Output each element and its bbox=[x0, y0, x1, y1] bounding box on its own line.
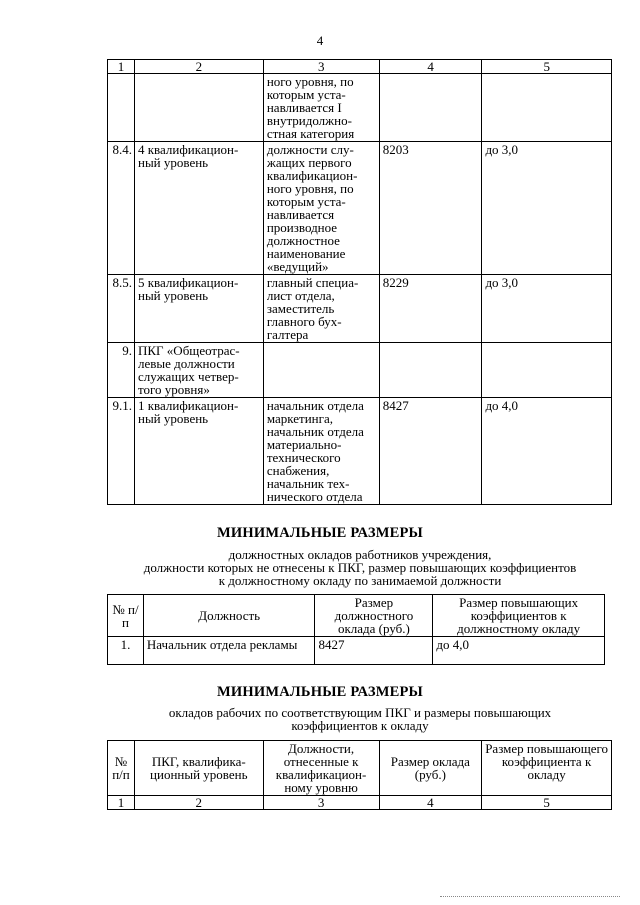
coefficient-cell bbox=[482, 343, 612, 398]
column-number: 1 bbox=[108, 60, 135, 74]
column-number: 5 bbox=[482, 60, 612, 74]
row-number: 1. bbox=[108, 637, 144, 665]
salary-cell: 8203 bbox=[379, 142, 482, 275]
table-row bbox=[108, 398, 612, 505]
position-cell: Начальник отдела рекламы bbox=[143, 637, 315, 665]
section-subtitle-line: должности которых не отнесены к ПКГ, размер повышающих коэффициентов bbox=[143, 560, 577, 575]
footer-divider bbox=[440, 896, 620, 897]
positions-cell: главный специа-лист отдела, заместитель главного бух-галтера bbox=[263, 275, 379, 343]
header-salary: Размер оклада (руб.) bbox=[379, 741, 482, 796]
table-row bbox=[108, 142, 612, 275]
header-coefficient: Размер повышающих коэффициентов к должностному окладу bbox=[433, 595, 605, 637]
coefficient-cell: до 4,0 bbox=[482, 398, 612, 505]
column-number: 1 bbox=[108, 796, 135, 810]
header-salary: Размер должностного оклада (руб.) bbox=[315, 595, 433, 637]
table-row bbox=[108, 637, 605, 665]
table-column-numbers bbox=[108, 796, 612, 810]
row-number: 9. bbox=[108, 343, 135, 398]
header-positions: Должности, отнесенные к квалификацион-ному уровню bbox=[263, 741, 379, 796]
salary-table-continued bbox=[107, 59, 612, 505]
positions-cell bbox=[263, 343, 379, 398]
column-number: 4 bbox=[379, 796, 482, 810]
salary-table-other-positions bbox=[107, 594, 605, 665]
positions-cell: ного уровня, по которым уста-навливается I внутридолжно-стная категория bbox=[263, 74, 379, 142]
column-number: 3 bbox=[263, 60, 379, 74]
salary-cell: 8229 bbox=[379, 275, 482, 343]
salary-cell: 8427 bbox=[315, 637, 433, 665]
section-subtitle-line: окладов рабочих по соответствующим ПКГ и размеры повышающих bbox=[168, 705, 552, 720]
row-number: 9.1. bbox=[108, 398, 135, 505]
header-number: № п/п bbox=[108, 741, 135, 796]
salary-cell bbox=[379, 343, 482, 398]
row-number: 8.4. bbox=[108, 142, 135, 275]
section-heading: МИНИМАЛЬНЫЕ РАЗМЕРЫ bbox=[217, 684, 423, 700]
salary-table-workers bbox=[107, 740, 612, 810]
coefficient-cell: до 3,0 bbox=[482, 142, 612, 275]
salary-cell bbox=[379, 74, 482, 142]
table-header-row bbox=[108, 741, 612, 796]
section-subtitle-line: коэффициентов к окладу bbox=[291, 718, 429, 733]
coefficient-cell: до 4,0 bbox=[433, 637, 605, 665]
column-number: 5 bbox=[482, 796, 612, 810]
column-number: 3 bbox=[263, 796, 379, 810]
qualification-group: 5 квалификацион-ный уровень bbox=[134, 275, 263, 343]
page-number: 4 bbox=[316, 33, 324, 48]
header-group: ПКГ, квалифика-ционный уровень bbox=[134, 741, 263, 796]
coefficient-cell bbox=[482, 74, 612, 142]
header-position: Должность bbox=[143, 595, 315, 637]
table-column-numbers bbox=[108, 60, 612, 74]
table-row bbox=[108, 275, 612, 343]
table-row bbox=[108, 74, 612, 142]
qualification-group: ПКГ «Общеотрас-левые должности служащих четвер-того уровня» bbox=[134, 343, 263, 398]
table-row bbox=[108, 343, 612, 398]
row-number bbox=[108, 74, 135, 142]
qualification-group: 1 квалификацион-ный уровень bbox=[134, 398, 263, 505]
salary-cell: 8427 bbox=[379, 398, 482, 505]
section-subtitle-line: должностных окладов работников учреждения, bbox=[228, 547, 492, 562]
row-number: 8.5. bbox=[108, 275, 135, 343]
qualification-group: 4 квалификацион-ный уровень bbox=[134, 142, 263, 275]
column-number: 2 bbox=[134, 60, 263, 74]
section-heading: МИНИМАЛЬНЫЕ РАЗМЕРЫ bbox=[217, 525, 423, 541]
header-coefficient: Размер повышающего коэффициента к окладу bbox=[482, 741, 612, 796]
header-number: № п/п bbox=[108, 595, 144, 637]
qualification-group bbox=[134, 74, 263, 142]
column-number: 2 bbox=[134, 796, 263, 810]
section-subtitle-line: к должностному окладу по занимаемой должности bbox=[218, 573, 502, 588]
column-number: 4 bbox=[379, 60, 482, 74]
positions-cell: должности слу-жащих первого квалификацион-ного уровня, по которым уста-навливается производное должностное наименование «ведущий» bbox=[263, 142, 379, 275]
coefficient-cell: до 3,0 bbox=[482, 275, 612, 343]
positions-cell: начальник отдела маркетинга, начальник отдела материально-технического снабжения, начальник тех-нического отдела bbox=[263, 398, 379, 505]
table-header-row bbox=[108, 595, 605, 637]
